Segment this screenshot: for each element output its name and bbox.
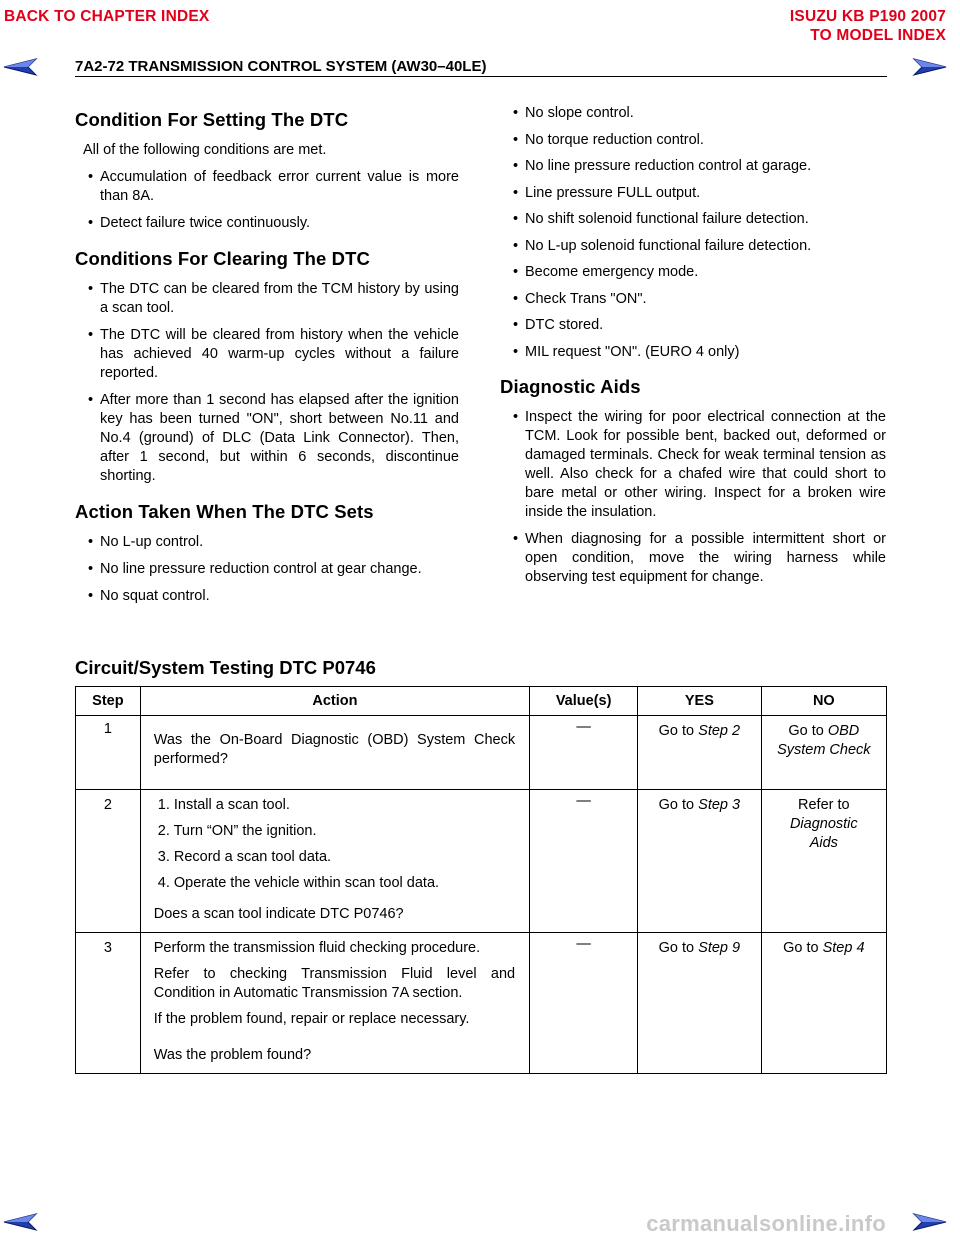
step-yes xyxy=(638,933,762,1074)
step-no xyxy=(761,790,886,933)
yes-step-link[interactable]: Step 9 xyxy=(698,940,741,956)
action-taken-heading: Action Taken When The DTC Sets xyxy=(75,501,374,522)
list-item: • Accumulation of feedback error current value is more than 8A. xyxy=(75,168,459,206)
model-title-link[interactable]: ISUZU KB P190 2007 xyxy=(789,8,946,25)
list-item: • Check Trans "ON". xyxy=(500,290,886,309)
previous-page-arrow-icon-bottom[interactable] xyxy=(2,1212,38,1232)
no-step-link[interactable]: Step 4 xyxy=(822,940,865,956)
condition-clearing-heading: Conditions For Clearing The DTC xyxy=(75,248,370,269)
yes-prefix: Go to xyxy=(658,797,699,813)
list-item: • No shift solenoid functional failure detection. xyxy=(500,210,886,229)
step-number: 1 xyxy=(76,716,141,790)
step-action xyxy=(140,933,529,1074)
sub-step: 4. Operate the vehicle within scan tool data. xyxy=(157,875,440,891)
yes-prefix: Go to xyxy=(658,723,699,739)
column-header-values: Value(s) xyxy=(530,687,638,716)
yes-step-link[interactable]: Step 3 xyxy=(698,797,741,813)
sub-step: 3. Record a scan tool data. xyxy=(157,849,332,865)
sub-step: 2. Turn “ON” the ignition. xyxy=(157,823,317,839)
step-question: Was the problem found? xyxy=(153,1047,312,1063)
step-value xyxy=(530,933,638,1074)
watermark: carmanualsonline.info xyxy=(646,1211,886,1236)
left-column xyxy=(75,110,459,614)
no-prefix: Refer to xyxy=(798,797,850,813)
step-value xyxy=(530,790,638,933)
previous-page-arrow-icon[interactable] xyxy=(2,57,38,77)
list-item: • After more than 1 second has elapsed after the ignition key has been turned "ON", short between No.11 and No.4 (ground) of DLC (Data Link Connector). Then, after 1 second, but within 6 seconds, discontinue shorting. xyxy=(75,391,459,486)
list-item: • No L-up control. xyxy=(75,533,459,552)
sub-step: 1. Install a scan tool. xyxy=(157,797,290,813)
list-item: • When diagnosing for a possible intermittent short or open condition, move the wiring harness while observing test equipment for change. xyxy=(500,530,886,587)
step-paragraph: Perform the transmission fluid checking procedure. xyxy=(153,940,481,956)
list-item: • No torque reduction control. xyxy=(500,131,886,150)
condition-setting-intro: All of the following conditions are met. xyxy=(83,142,327,158)
step-yes xyxy=(638,790,762,933)
condition-clearing-section xyxy=(75,249,459,486)
list-item: • MIL request "ON". (EURO 4 only) xyxy=(500,343,886,362)
back-to-chapter-index-link[interactable]: BACK TO CHAPTER INDEX xyxy=(4,8,210,25)
step-action: Was the On-Board Diagnostic (OBD) System Check performed? xyxy=(140,716,529,790)
no-prefix: Go to xyxy=(788,723,828,739)
circuit-testing-table xyxy=(75,686,887,1074)
step-paragraph: If the problem found, repair or replace necessary. xyxy=(153,1011,470,1027)
step-yes xyxy=(638,716,762,790)
action-taken-continued-list xyxy=(500,104,886,362)
table-row xyxy=(76,716,887,790)
column-header-action: Action xyxy=(140,687,529,716)
step-number: 2 xyxy=(76,790,141,933)
step-action xyxy=(140,790,529,933)
value-dash: — xyxy=(576,936,591,952)
next-page-arrow-icon-bottom[interactable] xyxy=(912,1212,948,1232)
table-row xyxy=(76,933,887,1074)
value-dash: — xyxy=(576,793,591,809)
step-no xyxy=(761,933,886,1074)
circuit-testing-title: Circuit/System Testing DTC P0746 xyxy=(75,657,376,678)
page-header-title: 7A2-72 TRANSMISSION CONTROL SYSTEM (AW30–40LE) xyxy=(75,58,487,75)
no-prefix: Go to xyxy=(783,940,823,956)
list-item: • Line pressure FULL output. xyxy=(500,184,886,203)
column-header-step: Step xyxy=(76,687,141,716)
table-row xyxy=(76,790,887,933)
column-header-yes: YES xyxy=(638,687,762,716)
list-item: • No line pressure reduction control at garage. xyxy=(500,157,886,176)
diagnostic-aids-heading: Diagnostic Aids xyxy=(500,375,641,397)
yes-step-link[interactable]: Step 2 xyxy=(698,723,741,739)
list-item: • Inspect the wiring for poor electrical connection at the TCM. Look for possible bent, backed out, deformed or damaged terminals. Check for weak terminal tension as well. Also check for a chafed wire that could short to bare metal or other wiring. Inspect for a broken wire inside the insulation. xyxy=(500,408,886,522)
step-paragraph: Refer to checking Transmission Fluid level and Condition in Automatic Transmission 7A section. xyxy=(153,966,516,1001)
list-item: • The DTC will be cleared from history when the vehicle has achieved 40 warm-up cycles without a failure reported. xyxy=(75,326,459,383)
next-page-arrow-icon[interactable] xyxy=(912,57,948,77)
condition-setting-heading: Condition For Setting The DTC xyxy=(75,109,349,130)
no-step-link[interactable]: Diagnostic Aids xyxy=(789,816,858,851)
step-question: Does a scan tool indicate DTC P0746? xyxy=(153,906,404,922)
no-step-link[interactable]: OBD System Check xyxy=(777,723,871,758)
table-header-row xyxy=(76,687,887,716)
header-divider xyxy=(75,76,887,77)
list-item: • No slope control. xyxy=(500,104,886,123)
yes-prefix: Go to xyxy=(658,940,699,956)
action-taken-section xyxy=(75,502,459,606)
list-item: • The DTC can be cleared from the TCM history by using a scan tool. xyxy=(75,280,459,318)
to-model-index-link[interactable]: TO MODEL INDEX xyxy=(810,27,946,44)
condition-setting-section xyxy=(75,110,459,233)
step-no xyxy=(761,716,886,790)
list-item: • No line pressure reduction control at gear change. xyxy=(75,560,459,579)
list-item: • Detect failure twice continuously. xyxy=(75,214,459,233)
list-item: • Become emergency mode. xyxy=(500,263,886,282)
step-number: 3 xyxy=(76,933,141,1074)
list-item: • DTC stored. xyxy=(500,316,886,335)
right-column xyxy=(500,104,886,595)
value-dash: — xyxy=(576,719,591,735)
column-header-no: NO xyxy=(761,687,886,716)
step-value xyxy=(530,716,638,790)
list-item: • No squat control. xyxy=(75,587,459,606)
list-item: • No L-up solenoid functional failure detection. xyxy=(500,237,886,256)
